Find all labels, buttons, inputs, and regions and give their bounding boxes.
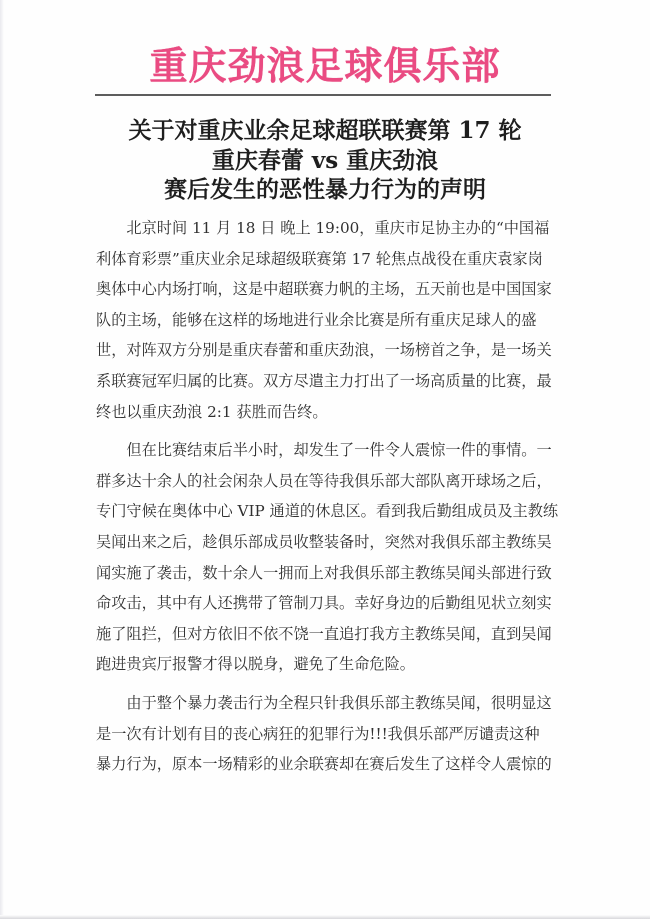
text-line: 世，对阵双方分别是重庆春蕾和重庆劲浪，一场榜首之争，是一场关 (96, 341, 552, 360)
text-line: 系联赛冠军归属的比赛。双方尽遣主力打出了一场高质量的比赛，最 (96, 371, 552, 390)
page-bottom-shadow (0, 915, 650, 919)
title-line-1: 关于对重庆业余足球超联联赛第 17 轮 (128, 117, 522, 144)
text-line: 群多达十余人的社会闲杂人员在等待我俱乐部大部队离开球场之后， (96, 471, 552, 490)
text-line: 吴闻出来之后，趁俱乐部成员收整装备时，突然对我俱乐部主教练吴 (96, 532, 552, 551)
club-name-logo: 重庆劲浪足球俱乐部 (149, 44, 501, 88)
text-line: 奥体中心内场打响，这是中超联赛力帆的主场，五天前也是中国国家 (96, 280, 552, 299)
statement-body (96, 213, 559, 788)
statement-title (0, 116, 650, 205)
paragraph-incident (96, 435, 559, 680)
text-line: 但在比赛结束后半小时，却发生了一件令人震惊一件的事情。一 (126, 441, 552, 460)
text-line: 利体育彩票”重庆业余足球超级联赛第 17 轮焦点战役在重庆袁家岗 (96, 249, 543, 268)
paragraph-match-report (96, 213, 552, 427)
text-line: 施了阻拦，但对方依旧不依不饶一直追打我方主教练吴闻，直到吴闻 (96, 624, 552, 643)
text-line: 队的主场，能够在这样的场地进行业余比赛是所有重庆足球人的盛 (96, 310, 537, 329)
text-line: 是一次有计划有目的丧心病狂的犯罪行为!!!我俱乐部严厉谴责这种 (96, 724, 540, 743)
text-line: 北京时间 11 月 18 日 晚上 19:00，重庆市足协主办的“中国福 (126, 219, 550, 237)
text-line: 闻实施了袭击，数十余人一拥而上对我俱乐部主教练吴闻头部进行致 (96, 563, 552, 582)
text-line: 由于整个暴力袭击行为全程只针我俱乐部主教练吴闻，很明显这 (126, 693, 552, 712)
text-line: 终也以重庆劲浪 2:1 获胜而告终。 (96, 402, 328, 421)
text-line: 暴力行为，原本一场精彩的业余联赛却在赛后发生了这样令人震惊的 (96, 755, 552, 774)
title-line-3: 赛后发生的恶性暴力行为的声明 (164, 176, 486, 203)
text-line: 命攻击，其中有人还携带了管制刀具。幸好身边的后勤组见状立刻实 (96, 594, 552, 613)
text-line: 专门守候在奥体中心 VIP 通道的休息区。看到我后勤组成员及主教练 (96, 502, 559, 521)
text-line: 跑进贵宾厅报警才得以脱身，避免了生命危险。 (96, 655, 415, 674)
paragraph-condemnation (96, 688, 552, 780)
letterhead-divider (95, 94, 551, 96)
title-line-2: 重庆春蕾 vs 重庆劲浪 (211, 146, 439, 174)
